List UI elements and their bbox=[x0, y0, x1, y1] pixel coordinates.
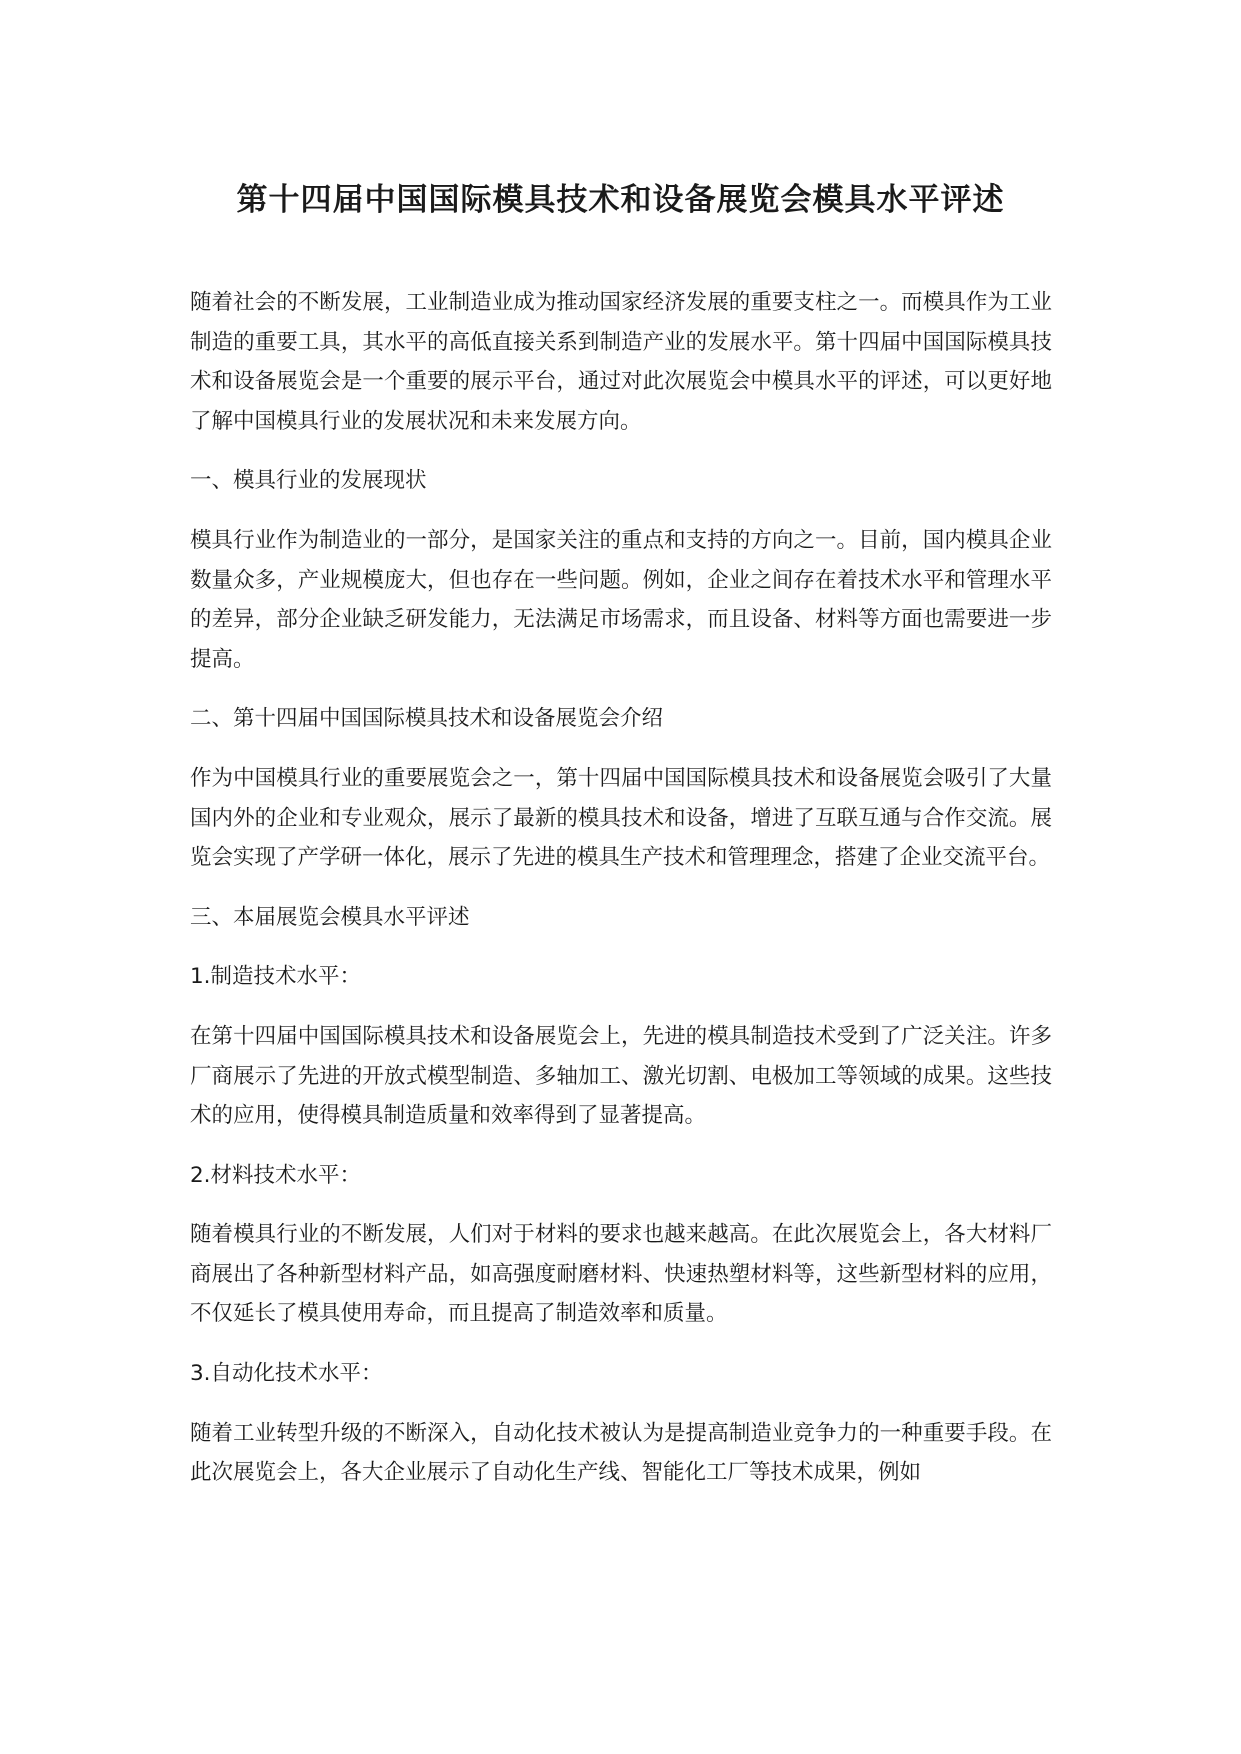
section-heading-1: 一、模具行业的发展现状 bbox=[190, 468, 427, 494]
subsection-heading-automation: 3.自动化技术水平： bbox=[190, 1361, 383, 1387]
section-2-paragraph: 作为中国模具行业的重要展览会之一，第十四届中国国际模具技术和设备展览会吸引了大量国内外的企业和专业观众，展示了最新的模具技术和设备，增进了互联互通与合作交流。展览会实现了产学研一体化，展示了先进的模具生产技术和管理理念，搭建了企业交流平台。 bbox=[190, 765, 1052, 871]
section-1-paragraph: 模具行业作为制造业的一部分，是国家关注的重点和支持的方向之一。目前，国内模具企业数量众多，产业规模庞大，但也存在一些问题。例如，企业之间存在着技术水平和管理水平的差异，部分企业缺乏研发能力，无法满足市场需求，而且设备、材料等方面也需要进一步提高。 bbox=[190, 527, 1052, 672]
automation-paragraph: 随着工业转型升级的不断深入，自动化技术被认为是提高制造业竞争力的一种重要手段。在此次展览会上，各大企业展示了自动化生产线、智能化工厂等技术成果，例如 bbox=[190, 1420, 1052, 1486]
document-body bbox=[190, 283, 1052, 1513]
section-heading-3: 三、本届展览会模具水平评述 bbox=[190, 904, 470, 930]
subsection-heading-materials: 2.材料技术水平： bbox=[190, 1162, 362, 1188]
manufacturing-paragraph: 在第十四届中国国际模具技术和设备展览会上，先进的模具制造技术受到了广泛关注。许多厂商展示了先进的开放式模型制造、多轴加工、激光切割、电极加工等领域的成果。这些技术的应用，使得模具制造质量和效率得到了显著提高。 bbox=[190, 1023, 1052, 1129]
materials-paragraph: 随着模具行业的不断发展，人们对于材料的要求也越来越高。在此次展览会上，各大材料厂商展出了各种新型材料产品，如高强度耐磨材料、快速热塑材料等，这些新型材料的应用，不仅延长了模具使用寿命，而且提高了制造效率和质量。 bbox=[190, 1222, 1052, 1327]
section-heading-2: 二、第十四届中国国际模具技术和设备展览会介绍 bbox=[190, 706, 664, 732]
page-title: 第十四届中国国际模具技术和设备展览会模具水平评述 bbox=[236, 182, 1005, 218]
subsection-heading-manufacturing: 1.制造技术水平： bbox=[190, 964, 362, 990]
intro-paragraph: 随着社会的不断发展，工业制造业成为推动国家经济发展的重要支柱之一。而模具作为工业制造的重要工具，其水平的高低直接关系到制造产业的发展水平。第十四届中国国际模具技术和设备展览会是一个重要的展示平台，通过对此次展览会中模具水平的评述，可以更好地了解中国模具行业的发展状况和未来发展方向。 bbox=[190, 290, 1052, 434]
